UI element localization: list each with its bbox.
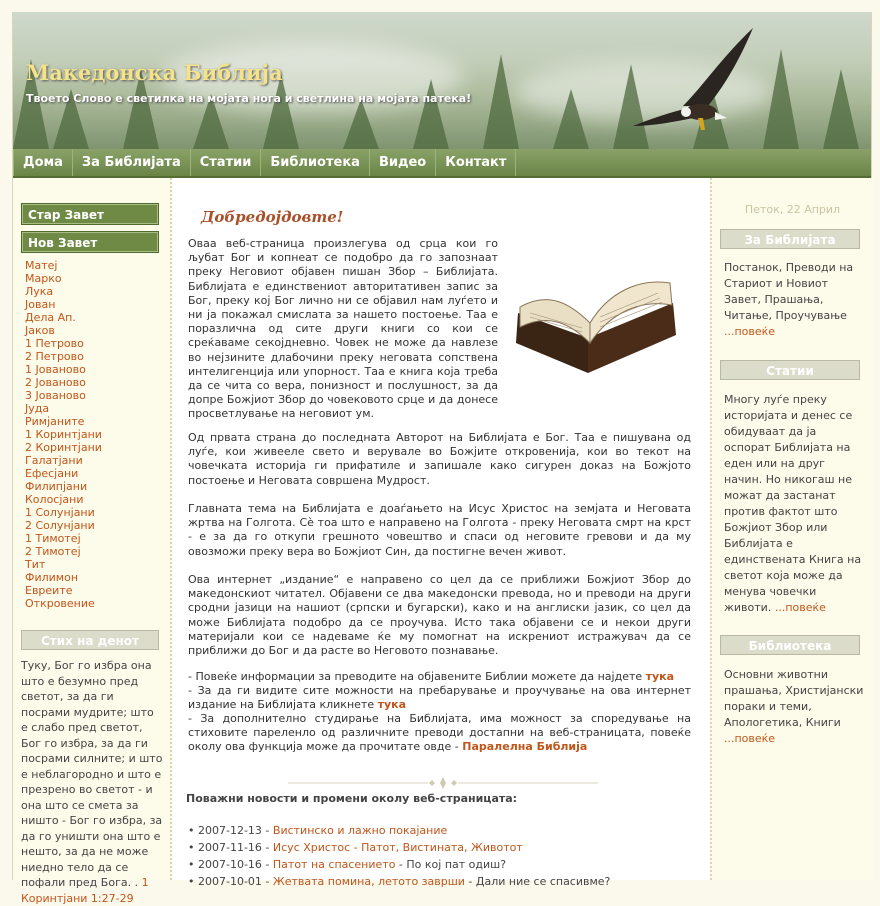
news-item <box>188 873 610 890</box>
book-link[interactable]: Матеј <box>25 259 58 272</box>
box-library-title: Библиотека <box>720 635 860 655</box>
edition-paragraph: Ова интернет „издание“ е направено со цел да се приближи Божјиот Збор до македонскиот читател. Објавени се два македонски превода, но и преводи на други сродни јазици на нашиот (српски и бугарски), како и на англиски јазик, со цел да може Библијата подобро да се проучува. Исто така објавени се и некои други материјали кои се надеваме ќе му помогнат на искрениот истражувач да се приближи до Бог и да расте во Неговото познавање. <box>188 573 691 658</box>
news-link[interactable]: Вистинско и лажно покајание <box>272 824 448 837</box>
bullet-icon: • <box>188 841 198 854</box>
site-title[interactable]: Македонска Библија <box>26 60 283 85</box>
book-list-item <box>25 311 102 324</box>
bullet-search-text: - За да ги видите сите можности на пребарување и проучување на ова интернет издание на Библијата кликнете <box>188 684 691 712</box>
book-list-item <box>25 571 102 584</box>
parallel-bible-link[interactable]: Паралелна Библија <box>462 740 588 754</box>
verse-of-day-title: Стих на денот <box>21 630 159 650</box>
box-about-bible-more-link[interactable]: ...повеќе <box>724 325 776 338</box>
nav-articles[interactable]: Статии <box>191 149 262 176</box>
news-date: 2007-12-13 <box>198 824 262 837</box>
book-list-item <box>25 324 102 337</box>
book-list-item <box>25 558 102 571</box>
box-articles-body: Многу луѓе преку историјата и денес се обидуваат да ја оспорат Библијата на еден или на друг начин. Но никогаш не можат да застанат против фактот што Божјиот Збор или Библијата е единствената Книга на светот која може да менува човечки животи. <box>724 393 862 614</box>
book-list-item <box>25 597 102 610</box>
book-link[interactable]: 2 Тимотеј <box>25 545 81 558</box>
old-testament-button[interactable]: Стар Завет <box>21 203 159 225</box>
book-list-item <box>25 350 102 363</box>
news-title: Поважни новости и промени околу веб-страницата: <box>186 792 518 805</box>
book-link[interactable]: Римјаните <box>25 415 85 428</box>
book-link[interactable]: Дела Ап. <box>25 311 76 324</box>
book-link[interactable]: Филипјани <box>25 480 88 493</box>
welcome-heading: Добредојдовте! <box>201 208 344 226</box>
tree <box>823 69 859 149</box>
verse-reference-link[interactable]: 1 Коринтјани 1:27-29 <box>21 876 149 905</box>
eagle-icon <box>623 26 763 136</box>
book-link[interactable]: Откровение <box>25 597 95 610</box>
news-link[interactable]: Патот на спасението <box>272 858 396 871</box>
book-list-item <box>25 584 102 597</box>
theme-paragraph: Главната тема на Библијата е доаѓањето на Исус Христос на земјата и Неговата жртва на Голгота. Сè тоа што е направено на Голгота - преку Неговата смрт на крст - е за да го откупи грешното човештво и спаси од неговите гревови и да му овозможи преку вера во Божјиот Син, да постигне вечен живот. <box>188 502 691 558</box>
book-list-item <box>25 428 102 441</box>
box-about-bible-text <box>724 260 864 340</box>
news-date: 2007-10-01 <box>198 875 262 888</box>
book-link[interactable]: 2 Коринтјани <box>25 441 102 454</box>
nav-home[interactable]: Дома <box>13 149 73 176</box>
book-link[interactable]: Марко <box>25 272 62 285</box>
book-list-item <box>25 272 102 285</box>
news-separator: - <box>261 875 273 888</box>
page-wrapper <box>12 12 872 905</box>
book-list-item <box>25 519 102 532</box>
book-list-item <box>25 402 102 415</box>
intro-text: Оваа веб-страница произлегува од срца кои го љубат Бог и копнеат се подобро да го запознаат преку Неговиот објавен пишан Збор – Библијата. Библијата е единствениот авторитативен запис за Бог, преку кој Бог лично ни се објавил нам луѓето и ни ја покажал смислата за нашето постоење. Таа е поразлична од сите други книги со кои се среќаваме секојдневно. Човек не може да навлезе во нејзините длабочини преку неговата сопствена интелигенција или упорност. Таа е книга која треба да се чита со вера, понизност и послушност, за да допре Божјиот Збор до човековото срце и да донесе просветлување на неговиот ум. <box>188 237 498 421</box>
book-list-item <box>25 493 102 506</box>
book-list <box>25 259 102 610</box>
book-list-item <box>25 259 102 272</box>
book-list-item <box>25 532 102 545</box>
intro-paragraph <box>188 237 498 422</box>
site-slogan: Твоето Слово е светилка на мојата нога и светлина на мојата патека! <box>26 92 472 105</box>
book-link[interactable]: 2 Петрово <box>25 350 84 363</box>
bullet-icon: • <box>188 824 198 837</box>
news-item <box>188 839 610 856</box>
right-sidebar <box>710 178 873 880</box>
verse-of-day-text <box>21 658 163 906</box>
tree <box>343 99 379 149</box>
book-list-item <box>25 376 102 389</box>
tree <box>763 49 799 149</box>
book-link[interactable]: Јаков <box>25 324 55 337</box>
current-date: Петок, 22 Април <box>744 203 841 216</box>
box-library-text <box>724 667 864 747</box>
book-link[interactable]: Тит <box>25 558 46 571</box>
bullet-icon: • <box>188 875 198 888</box>
news-separator: - <box>261 858 273 871</box>
book-list-item <box>25 298 102 311</box>
book-link[interactable]: 1 Петрово <box>25 337 84 350</box>
nav-about-bible[interactable]: За Библијата <box>73 149 191 176</box>
news-link[interactable]: Жетвата помина, летото заврши <box>272 875 465 888</box>
author-paragraph: Од првата страна до последната Авторот на Библијата е Бог. Таа е пишувана од луѓе, кои живееле свето и верувале во Божјите откровенија, кои во текот на човечката историја ги прифатиле и запишале како сигурен доказ на Божјото постоење и Неговата совршена Мудрост. <box>188 431 691 487</box>
news-item <box>188 822 610 839</box>
nav-library[interactable]: Библиотека <box>261 149 370 176</box>
tree <box>263 74 299 149</box>
main-nav <box>13 149 871 178</box>
book-link[interactable]: Филимон <box>25 571 79 584</box>
news-tail: - По кој пат одиш? <box>395 858 507 871</box>
book-link[interactable]: 1 Јованово <box>25 363 86 376</box>
book-link[interactable]: 1 Солунјани <box>25 506 95 519</box>
book-list-item <box>25 441 102 454</box>
news-date: 2007-10-16 <box>198 858 262 871</box>
book-list-item <box>25 415 102 428</box>
box-articles-more-link[interactable]: ...повеќе <box>774 601 826 614</box>
book-link[interactable]: Лука <box>25 285 54 298</box>
book-link[interactable]: 3 Јованово <box>25 389 86 402</box>
news-link[interactable]: Исус Христос - Патот, Вистината, Животот <box>272 841 523 854</box>
book-link[interactable]: 2 Солунјани <box>25 519 95 532</box>
bullet-translations <box>188 670 691 684</box>
box-about-bible-body: Постанок, Преводи на Стариот и Новиот Завет, Прашања, Читање, Проучување <box>724 261 854 322</box>
header-banner <box>13 12 871 149</box>
tree <box>553 89 589 149</box>
book-list-item <box>25 337 102 350</box>
book-link[interactable]: 1 Тимотеј <box>25 532 81 545</box>
book-list-item <box>25 389 102 402</box>
book-list-item <box>25 363 102 376</box>
book-list-item <box>25 454 102 467</box>
news-tail: - Дали ние се спасивме? <box>464 875 611 888</box>
book-link[interactable]: Евреите <box>25 584 73 597</box>
news-separator: - <box>261 824 273 837</box>
nav-contact[interactable]: Контакт <box>436 149 516 176</box>
book-link[interactable]: 1 Коринтјани <box>25 428 102 441</box>
book-list-item <box>25 285 102 298</box>
main-content <box>173 178 709 888</box>
book-link[interactable]: Јован <box>25 298 56 311</box>
translations-link[interactable]: тука <box>645 670 675 683</box>
book-link[interactable]: 2 Јованово <box>25 376 86 389</box>
book-list-item <box>25 506 102 519</box>
bullet-translations-text: - Повеќе информации за преводите на објавените Библии можете да најдете <box>188 670 646 683</box>
bullet-icon: • <box>188 858 198 871</box>
box-articles-text <box>724 392 864 616</box>
nav-video[interactable]: Видео <box>370 149 436 176</box>
book-list-item <box>25 545 102 558</box>
bullet-search <box>188 684 691 712</box>
book-link[interactable]: Галатјани <box>25 454 83 467</box>
book-link[interactable]: Јуда <box>25 402 50 415</box>
news-separator: - <box>261 841 273 854</box>
bullet-parallel-text: - За дополнително студирање на Библијата, има можност за споредување на стиховите пареленло од различните преводи достапни на веб-страницата, повеќе околу ова функција може да прочитате овде - <box>188 712 691 754</box>
box-library-body: Основни животни прашања, Христијански пораки и теми, Апологетика, Книги <box>724 668 864 729</box>
book-list-item <box>25 480 102 493</box>
box-library-more-link[interactable]: ...повеќе <box>724 732 776 745</box>
box-articles-title: Статии <box>720 360 860 380</box>
verse-body: Туку, Бог го избра она што е безумно пред светот, за да ги посрами мудрите; што е слабо пред светот, Бог го избра, за да ги посрами силните; и што е неблагородно и што е презрено во светот - и она што се смета за ништо - Бог го избра, за да го уништи она што е нешто, за да не може ниедно тело да се пофали пред Бога. . <box>21 659 163 889</box>
box-about-bible-title: За Библијата <box>720 229 860 249</box>
new-testament-button[interactable]: Нов Завет <box>21 231 159 253</box>
book-link[interactable]: Колосјани <box>25 493 84 506</box>
search-options-link[interactable]: тука <box>377 698 407 712</box>
news-date: 2007-11-16 <box>198 841 262 854</box>
bullet-parallel <box>188 712 691 755</box>
book-list-item <box>25 467 102 480</box>
book-link[interactable]: Ефесјани <box>25 467 79 480</box>
ornament-divider <box>288 777 598 789</box>
tree <box>413 79 449 149</box>
news-item <box>188 856 610 873</box>
tree <box>483 54 519 149</box>
left-sidebar <box>13 178 172 905</box>
open-bible-image <box>508 243 678 383</box>
